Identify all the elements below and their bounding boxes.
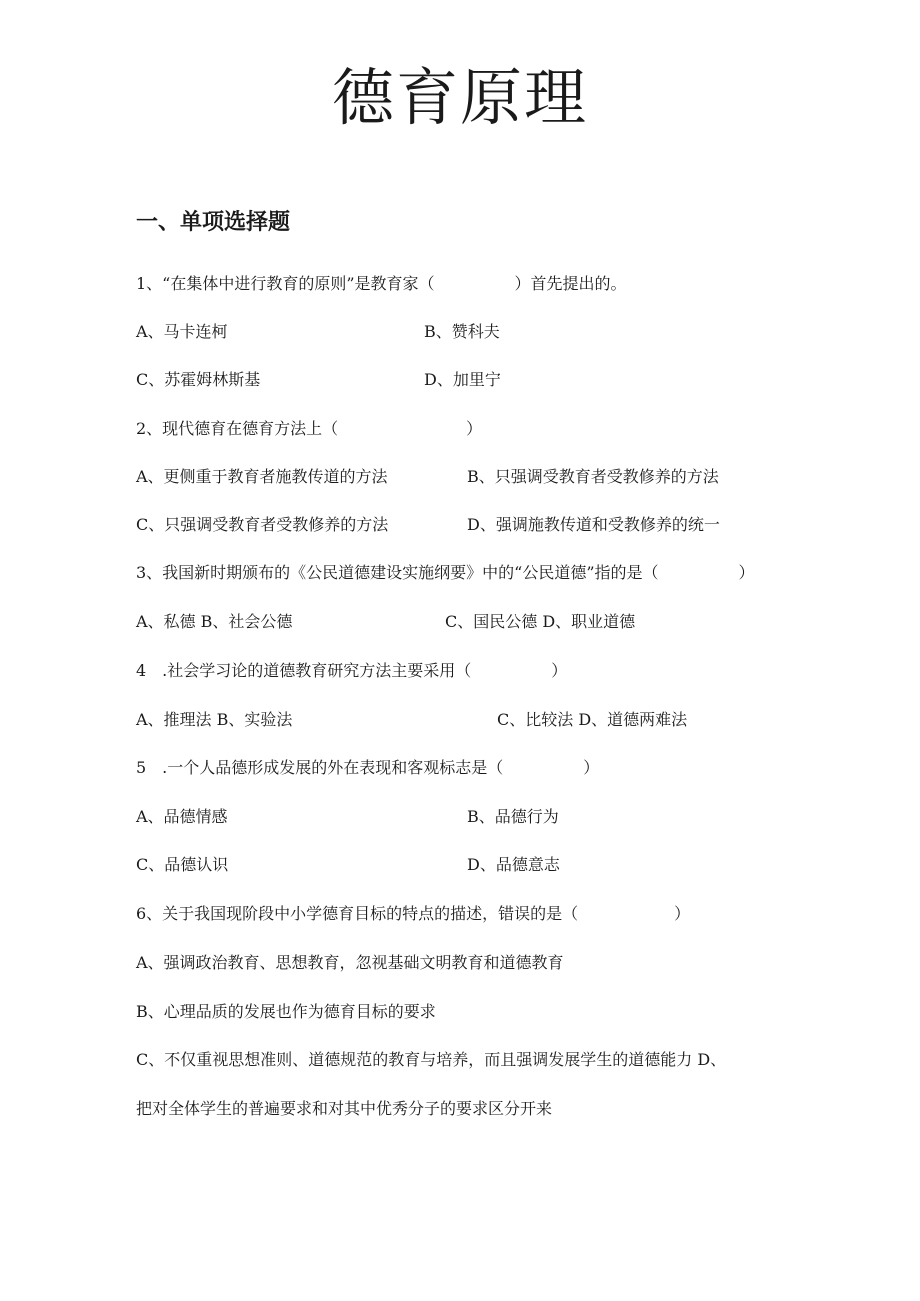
question-4-stem: 4 .社会学习论的道德教育研究方法主要采用（ ） (136, 661, 568, 680)
question-4-option-ab: A、推理法 B、实验法 (136, 710, 293, 729)
question-1-option-b: B、赞科夫 (424, 322, 500, 341)
question-6-option-b: B、心理品质的发展也作为德育目标的要求 (136, 1002, 436, 1021)
question-2-option-c: C、只强调受教育者受教修养的方法 (136, 515, 389, 534)
question-6-option-c: C、不仅重视思想准则、道德规范的教育与培养，而且强调发展学生的道德能力 D、 (136, 1050, 727, 1069)
question-5-option-c: C、品德认识 (136, 855, 229, 874)
document-title: 德育原理 (331, 61, 588, 134)
question-6-option-d: 把对全体学生的普遍要求和对其中优秀分子的要求区分开来 (136, 1099, 553, 1118)
question-1-option-a: A、马卡连柯 (136, 322, 228, 341)
question-5-option-b: B、品德行为 (467, 807, 559, 826)
question-1-option-d: D、加里宁 (424, 370, 501, 389)
question-4-option-cd: C、比较法 D、道德两难法 (497, 710, 688, 729)
question-1-option-c: C、苏霍姆林斯基 (136, 370, 261, 389)
question-3-option-ab: A、私德 B、社会公德 (136, 612, 293, 631)
question-5-option-d: D、品德意志 (467, 855, 560, 874)
question-6-stem: 6、关于我国现阶段中小学德育目标的特点的描述，错误的是（ ） (136, 904, 691, 923)
question-5-stem: 5 .一个人品德形成发展的外在表现和客观标志是（ ） (136, 758, 600, 777)
question-2-stem: 2、现代德育在德育方法上（ ） (136, 419, 483, 438)
question-1-stem: 1、“在集体中进行教育的原则”是教育家（ ）首先提出的。 (136, 274, 627, 293)
question-5-option-a: A、品德情感 (136, 807, 228, 826)
question-2-option-a: A、更侧重于教育者施教传道的方法 (136, 467, 388, 486)
question-3-option-cd: C、国民公德 D、职业道德 (445, 612, 636, 631)
section-heading: 一、单项选择题 (136, 210, 291, 235)
question-2-option-d: D、强调施教传道和受教修养的统一 (467, 515, 720, 534)
question-3-stem: 3、我国新时期颁布的《公民道德建设实施纲要》中的“公民道德”指的是（ ） (136, 563, 755, 582)
question-6-option-a: A、强调政治教育、思想教育，忽视基础文明教育和道德教育 (136, 953, 564, 972)
question-2-option-b: B、只强调受教育者受教修养的方法 (467, 467, 719, 486)
